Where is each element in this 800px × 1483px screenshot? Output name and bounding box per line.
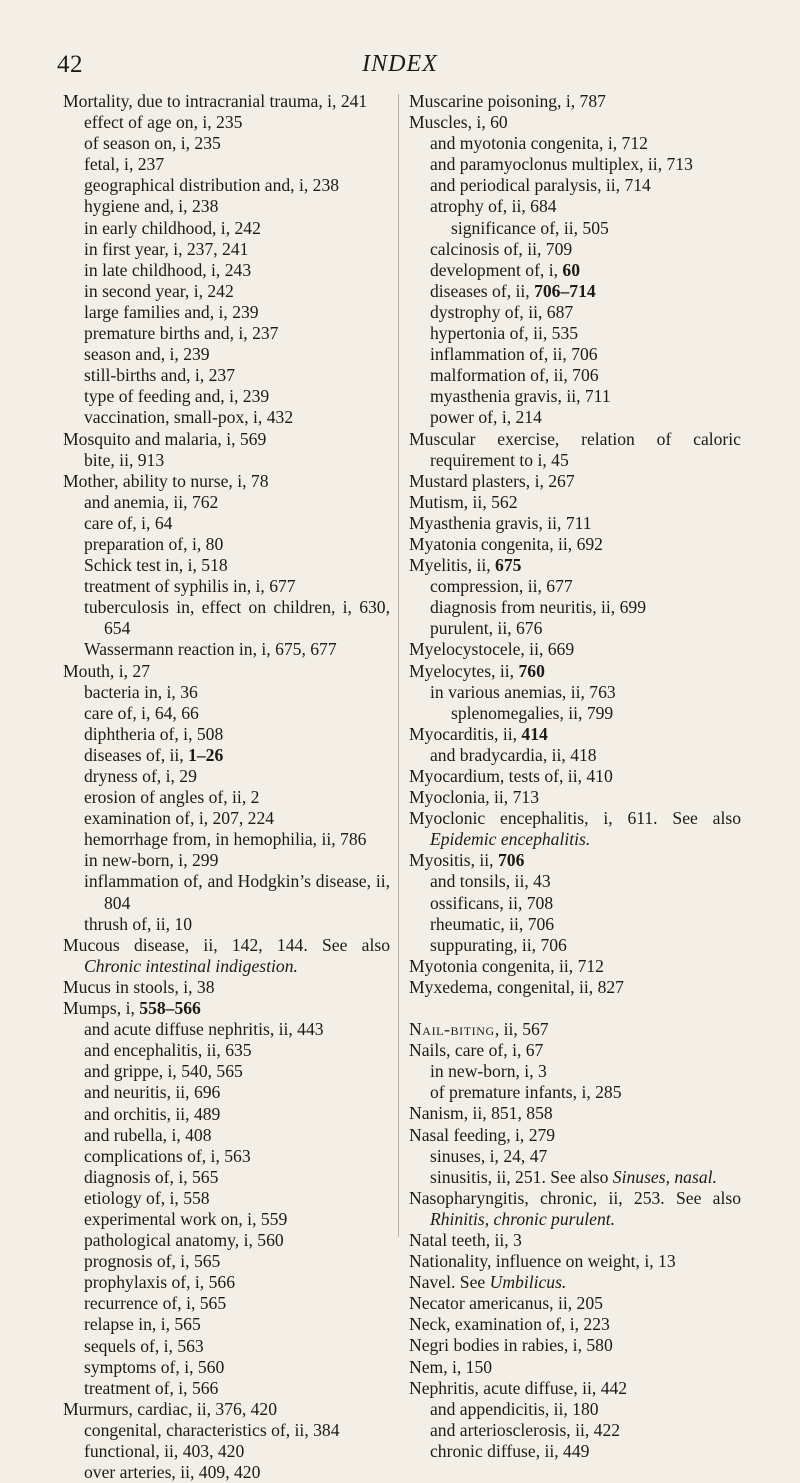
index-entry: Myocarditis, ii, 414 [409, 723, 548, 744]
index-subentry: purulent, ii, 676 [430, 618, 543, 639]
index-entry: Mortality, due to intracranial trauma, i, 241 [63, 91, 368, 111]
index-subentry: in first year, i, 237, 241 [84, 238, 249, 259]
index-subentry: and encephalitis, ii, 635 [84, 1040, 252, 1061]
index-subentry: type of feeding and, i, 239 [84, 386, 270, 407]
index-subentry: thrush of, ii, 10 [84, 913, 193, 934]
index-subentry: functional, ii, 403, 420 [84, 1441, 245, 1461]
index-subentry: rheumatic, ii, 706 [430, 913, 555, 934]
index-subentry: bacteria in, i, 36 [84, 681, 198, 702]
index-entry: Nails, care of, i, 67 [409, 1040, 544, 1061]
index-entry: Natal teeth, ii, 3 [409, 1229, 522, 1250]
index-entry: Nephritis, acute diffuse, ii, 442 [409, 1377, 628, 1398]
index-subentry: and paramyoclonus multiplex, ii, 713 [430, 154, 693, 175]
index-subentry: recurrence of, i, 565 [84, 1293, 227, 1314]
index-subentry: chronic diffuse, ii, 449 [430, 1440, 590, 1461]
index-subentry: vaccination, small-pox, i, 432 [84, 407, 294, 428]
index-subentry: pathological anatomy, i, 560 [84, 1230, 284, 1251]
index-entry: Nasal feeding, i, 279 [409, 1124, 556, 1145]
index-subentry: prophylaxis of, i, 566 [84, 1272, 235, 1293]
index-entry: Myxedema, congenital, ii, 827 [409, 976, 624, 997]
index-subentry: care of, i, 64, 66 [84, 702, 199, 723]
index-entry: Mutism, ii, 562 [409, 491, 518, 512]
index-entry: Nationality, influence on weight, i, 13 [409, 1251, 676, 1272]
index-subentry: myasthenia gravis, ii, 711 [430, 386, 611, 407]
index-entry: Neck, examination of, i, 223 [409, 1314, 610, 1335]
index-subentry: preparation of, i, 80 [84, 533, 224, 554]
index-subentry: dystrophy of, ii, 687 [430, 301, 574, 322]
index-subentry: Schick test in, i, 518 [84, 555, 228, 576]
index-subentry: prognosis of, i, 565 [84, 1251, 221, 1272]
index-subentry: splenomegalies, ii, 799 [451, 702, 614, 723]
index-subentry: and tonsils, ii, 43 [430, 871, 551, 892]
index-subentry: hygiene and, i, 238 [84, 196, 219, 217]
index-entry: Myasthenia gravis, ii, 711 [409, 512, 592, 533]
index-subentry: and bradycardia, ii, 418 [430, 744, 597, 765]
index-entry: Mumps, i, 558–566 [63, 998, 201, 1019]
index-entry: Necator americanus, ii, 205 [409, 1293, 603, 1314]
index-entry: Mucus in stools, i, 38 [63, 976, 215, 997]
index-subentry: care of, i, 64 [84, 512, 173, 533]
index-entry: Nasopharyngitis, chronic, ii, 253. See also Rhinitis, chronic purulent. [409, 1187, 741, 1229]
index-entry: Myocardium, tests of, ii, 410 [409, 766, 613, 786]
index-subentry: dryness of, i, 29 [84, 766, 197, 786]
index-entry: Myelitis, ii, 675 [409, 555, 522, 576]
index-subentry: examination of, i, 207, 224 [84, 808, 275, 829]
index-entry: Muscles, i, 60 [409, 112, 508, 133]
index-subentry: calcinosis of, ii, 709 [430, 238, 573, 259]
index-subentry: of season on, i, 235 [84, 133, 221, 154]
index-subentry: treatment of syphilis in, i, 677 [84, 576, 296, 597]
index-subentry: sinusitis, ii, 251. See also Sinuses, nasal. [430, 1166, 717, 1187]
index-subentry: and anemia, ii, 762 [84, 491, 219, 512]
index-subentry: ossificans, ii, 708 [430, 892, 554, 913]
index-subentry: sinuses, i, 24, 47 [430, 1145, 548, 1166]
index-entry: Mouth, i, 27 [63, 660, 150, 681]
index-subentry: diagnosis from neuritis, ii, 699 [430, 597, 646, 618]
index-entry: Myatonia congenita, ii, 692 [409, 533, 603, 554]
index-subentry: diphtheria of, i, 508 [84, 723, 224, 744]
index-subentry: Wassermann reaction in, i, 675, 677 [84, 639, 337, 660]
index-subentry: complications of, i, 563 [84, 1145, 251, 1166]
index-entry: Muscarine poisoning, i, 787 [409, 91, 606, 111]
index-subentry: diagnosis of, i, 565 [84, 1166, 219, 1187]
index-subentry: significance of, ii, 505 [451, 217, 609, 238]
index-subentry: inflammation of, and Hodgkin’s disease, ii, 804 [84, 871, 390, 913]
index-subentry: power of, i, 214 [430, 407, 542, 428]
index-subentry: congenital, characteristics of, ii, 384 [84, 1419, 340, 1440]
index-subentry: premature births and, i, 237 [84, 323, 279, 344]
index-subentry: large families and, i, 239 [84, 301, 259, 322]
index-subentry: sequels of, i, 563 [84, 1335, 204, 1356]
index-subentry: hemorrhage from, in hemophilia, ii, 786 [84, 829, 367, 850]
column-divider [398, 94, 399, 1237]
index-entry: Myoclonia, ii, 713 [409, 787, 539, 808]
index-subentry: and myotonia congenita, i, 712 [430, 133, 648, 154]
index-subentry: compression, ii, 677 [430, 576, 573, 597]
running-title: INDEX [362, 51, 438, 77]
index-subentry: in late childhood, i, 243 [84, 259, 252, 280]
index-entry: Navel. See Umbilicus. [409, 1272, 567, 1293]
index-subentry: hypertonia of, ii, 535 [430, 323, 579, 344]
index-subentry: atrophy of, ii, 684 [430, 196, 557, 217]
index-subentry: geographical distribution and, i, 238 [84, 175, 340, 196]
index-subentry: tuberculosis in, effect on children, i, 630, 654 [84, 597, 390, 639]
index-subentry: fetal, i, 237 [84, 154, 165, 175]
index-subentry: etiology of, i, 558 [84, 1187, 210, 1208]
index-subentry: development of, i, 60 [430, 259, 581, 280]
index-subentry: in new-born, i, 3 [430, 1061, 547, 1082]
index-entry: Myoclonic encephalitis, i, 611. See also Epidemic encephalitis. [409, 808, 741, 850]
index-subentry: malformation of, ii, 706 [430, 365, 599, 386]
index-entry: Mustard plasters, i, 267 [409, 470, 575, 491]
index-subentry: erosion of angles of, ii, 2 [84, 787, 260, 808]
index-entry: Mosquito and malaria, i, 569 [63, 428, 267, 449]
index-entry: Myelocystocele, ii, 669 [409, 639, 575, 660]
index-entry: Mucous disease, ii, 142, 144. See also Chronic intestinal indigestion. [63, 934, 390, 976]
index-entry: Nail-biting, ii, 567 [409, 1019, 549, 1040]
index-subentry: inflammation of, ii, 706 [430, 344, 598, 365]
page-number: 42 [57, 51, 83, 78]
index-subentry: in new-born, i, 299 [84, 850, 219, 871]
index-subentry: and periodical paralysis, ii, 714 [430, 175, 651, 196]
index-subentry: treatment of, i, 566 [84, 1377, 219, 1398]
index-subentry: in second year, i, 242 [84, 280, 234, 301]
index-subentry: still-births and, i, 237 [84, 365, 236, 386]
index-subentry: and rubella, i, 408 [84, 1124, 212, 1145]
index-subentry: and acute diffuse nephritis, ii, 443 [84, 1019, 324, 1040]
index-subentry: in various anemias, ii, 763 [430, 681, 616, 702]
index-subentry: experimental work on, i, 559 [84, 1208, 288, 1229]
index-subentry: over arteries, ii, 409, 420 [84, 1462, 261, 1483]
index-subentry: effect of age on, i, 235 [84, 112, 243, 133]
index-subentry: relapse in, i, 565 [84, 1314, 201, 1335]
index-entry: Myelocytes, ii, 760 [409, 660, 545, 681]
index-column-left [63, 91, 390, 1483]
index-entry: Mother, ability to nurse, i, 78 [63, 470, 269, 491]
index-subentry: season and, i, 239 [84, 344, 210, 365]
index-subentry: suppurating, ii, 706 [430, 934, 567, 955]
index-subentry: and grippe, i, 540, 565 [84, 1061, 243, 1082]
index-subentry: and neuritis, ii, 696 [84, 1082, 221, 1103]
index-entry: Murmurs, cardiac, ii, 376, 420 [63, 1398, 278, 1419]
index-subentry: diseases of, ii, 1–26 [84, 744, 224, 765]
index-entry: Nem, i, 150 [409, 1356, 493, 1377]
index-subentry: of premature infants, i, 285 [430, 1082, 622, 1103]
index-subentry: in early childhood, i, 242 [84, 217, 261, 238]
index-entry: Nanism, ii, 851, 858 [409, 1103, 553, 1124]
index-subentry: diseases of, ii, 706–714 [430, 280, 596, 301]
index-entry: Muscular exercise, relation of caloric requirement to i, 45 [409, 428, 741, 470]
index-column-right [409, 91, 741, 1462]
index-subentry: and orchitis, ii, 489 [84, 1103, 221, 1124]
index-entry: Myotonia congenita, ii, 712 [409, 955, 604, 976]
index-subentry: symptoms of, i, 560 [84, 1356, 225, 1377]
index-subentry: bite, ii, 913 [84, 449, 165, 470]
letter-section-gap [409, 998, 741, 1019]
index-entry: Myositis, ii, 706 [409, 850, 525, 871]
index-subentry: and arteriosclerosis, ii, 422 [430, 1419, 621, 1440]
index-entry: Negri bodies in rabies, i, 580 [409, 1335, 613, 1356]
index-subentry: and appendicitis, ii, 180 [430, 1398, 599, 1419]
